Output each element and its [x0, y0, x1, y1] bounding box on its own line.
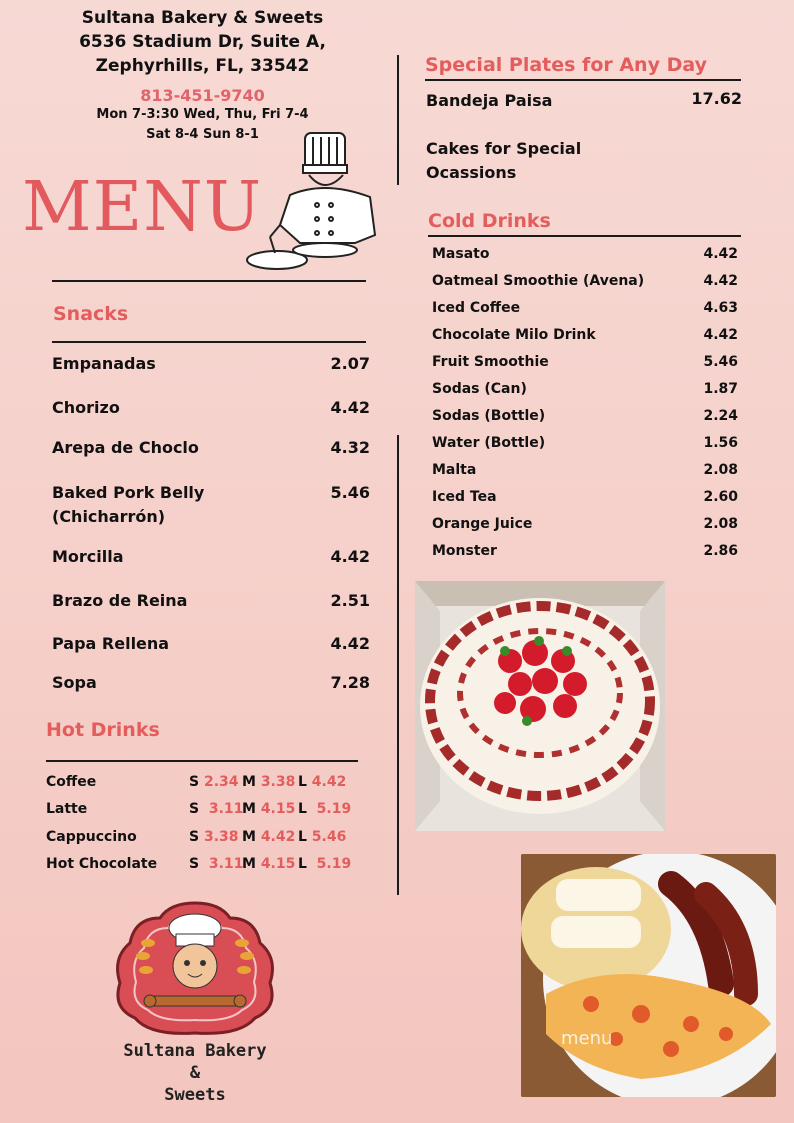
item-price: 7.28 [330, 673, 370, 692]
item-price: 4.42 [330, 547, 370, 566]
menu-item [432, 354, 738, 370]
price-medium: 3.38 [260, 774, 296, 790]
menu-item [432, 435, 738, 451]
size-label-s: S [189, 774, 200, 790]
item-name: Morcilla [52, 547, 124, 566]
cake-photo [415, 581, 665, 831]
item-name: Cakes for Special [426, 139, 582, 158]
item-price: 17.62 [691, 89, 742, 108]
item-name: Malta [432, 462, 477, 478]
size-label-l: L [298, 829, 307, 845]
price-medium: 4.15 [260, 856, 296, 872]
price-large: 5.19 [316, 801, 352, 817]
divider [52, 341, 366, 343]
item-price: 2.60 [703, 489, 738, 505]
column-divider [397, 435, 399, 895]
item-name-line-2: Ocassions [426, 163, 517, 182]
chef-illustration-icon [245, 125, 385, 275]
item-name: Oatmeal Smoothie (Avena) [432, 273, 645, 289]
size-label-s: S [189, 856, 200, 872]
size-label-s: S [189, 829, 200, 845]
phone-number[interactable]: 813-451-9740 [140, 86, 265, 105]
item-price: 2.86 [703, 543, 738, 559]
menu-item [426, 91, 742, 110]
price-large: 5.19 [316, 856, 352, 872]
item-name: Sopa [52, 673, 97, 692]
size-label-m: M [242, 829, 256, 845]
item-name: Masato [432, 246, 490, 262]
menu-item [52, 634, 370, 653]
item-name: Bandeja Paisa [426, 91, 553, 110]
menu-item [432, 408, 738, 424]
item-name: Orange Juice [432, 516, 533, 532]
business-name: Sultana Bakery & Sweets [81, 8, 324, 28]
menu-item [52, 398, 370, 417]
item-price: 2.51 [330, 591, 370, 610]
price-small: 2.34 [203, 774, 239, 790]
price-large: 5.46 [311, 829, 347, 845]
cold-drinks-title: Cold Drinks [428, 210, 551, 232]
size-label-l: L [298, 801, 307, 817]
item-name: Hot Chocolate [46, 856, 158, 872]
item-price: 1.56 [703, 435, 738, 451]
menu-title: MENU [22, 168, 263, 247]
price-small: 3.11 [208, 801, 244, 817]
size-label-l: L [298, 856, 307, 872]
menu-item [432, 381, 738, 397]
hot-drinks-title: Hot Drinks [46, 719, 160, 741]
hot-drink-row [46, 829, 356, 845]
item-price: 2.08 [703, 516, 738, 532]
item-name: Sodas (Bottle) [432, 408, 546, 424]
menu-item [52, 481, 370, 529]
hours-line-2: Sat 8-4 Sun 8-1 [146, 127, 259, 142]
price-small: 3.38 [203, 829, 239, 845]
column-divider [397, 55, 399, 185]
breakfast-photo [521, 854, 776, 1097]
item-name: Fruit Smoothie [432, 354, 549, 370]
price-medium: 4.42 [260, 829, 296, 845]
logo-text-line-2: & [189, 1063, 201, 1083]
item-price: 5.46 [703, 354, 738, 370]
item-name: Latte [46, 801, 88, 817]
logo-text-line-3: Sweets [164, 1085, 226, 1105]
bakery-logo-icon [110, 898, 280, 1038]
menu-item [432, 516, 738, 532]
menu-item [432, 327, 738, 343]
item-name: Iced Tea [432, 489, 497, 505]
item-price: 4.42 [330, 398, 370, 417]
menu-item [432, 462, 738, 478]
item-name: Baked Pork Belly [52, 483, 205, 502]
item-name: Chocolate Milo Drink [432, 327, 596, 343]
item-price: 1.87 [703, 381, 738, 397]
divider [46, 760, 358, 762]
item-price: 4.42 [703, 246, 738, 262]
special-plates-title: Special Plates for Any Day [425, 54, 707, 76]
divider [428, 235, 741, 237]
item-name: Papa Rellena [52, 634, 170, 653]
price-medium: 4.15 [260, 801, 296, 817]
item-price: 4.63 [703, 300, 738, 316]
logo-text-line-1: Sultana Bakery [123, 1041, 267, 1061]
price-small: 3.11 [208, 856, 244, 872]
size-label-l: L [298, 774, 307, 790]
menu-item [52, 591, 370, 610]
item-name: Iced Coffee [432, 300, 521, 316]
menu-item [52, 438, 370, 457]
address-line-2: Zephyrhills, FL, 33542 [95, 56, 310, 76]
item-name: Coffee [46, 774, 97, 790]
size-label-m: M [242, 774, 256, 790]
size-label-s: S [189, 801, 200, 817]
hot-drink-row [46, 856, 356, 872]
price-large: 4.42 [311, 774, 347, 790]
menu-item [432, 489, 738, 505]
menu-item [426, 137, 581, 185]
item-price: 4.42 [330, 634, 370, 653]
menu-item [432, 246, 738, 262]
menu-item [52, 354, 370, 373]
item-name: Cappuccino [46, 829, 137, 845]
item-name: Water (Bottle) [432, 435, 546, 451]
item-name: Brazo de Reina [52, 591, 188, 610]
item-price: 4.42 [703, 273, 738, 289]
item-price: 2.08 [703, 462, 738, 478]
item-price: 5.46 [330, 483, 370, 502]
address-line-1: 6536 Stadium Dr, Suite A, [79, 32, 326, 52]
hot-drink-row [46, 774, 356, 790]
item-name: Monster [432, 543, 497, 559]
menu-item [432, 543, 738, 559]
menu-item [432, 273, 738, 289]
logo-caption [100, 1040, 290, 1106]
size-label-m: M [242, 856, 256, 872]
menu-item [432, 300, 738, 316]
divider [52, 280, 366, 282]
item-price: 4.42 [703, 327, 738, 343]
item-price: 2.24 [703, 408, 738, 424]
item-price: 4.32 [330, 438, 370, 457]
menu-item [52, 547, 370, 566]
snacks-title: Snacks [53, 303, 129, 325]
item-name: Sodas (Can) [432, 381, 527, 397]
item-name: Chorizo [52, 398, 120, 417]
item-name: Arepa de Choclo [52, 438, 199, 457]
size-label-m: M [242, 801, 256, 817]
item-name-line-2: (Chicharrón) [52, 507, 166, 526]
divider [425, 79, 741, 81]
hours-line-1: Mon 7-3:30 Wed, Thu, Fri 7-4 [96, 107, 309, 122]
item-name: Empanadas [52, 354, 156, 373]
hot-drink-row [46, 801, 356, 817]
item-price: 2.07 [330, 354, 370, 373]
watermark-text: menu [561, 1028, 613, 1049]
menu-item [52, 673, 370, 692]
